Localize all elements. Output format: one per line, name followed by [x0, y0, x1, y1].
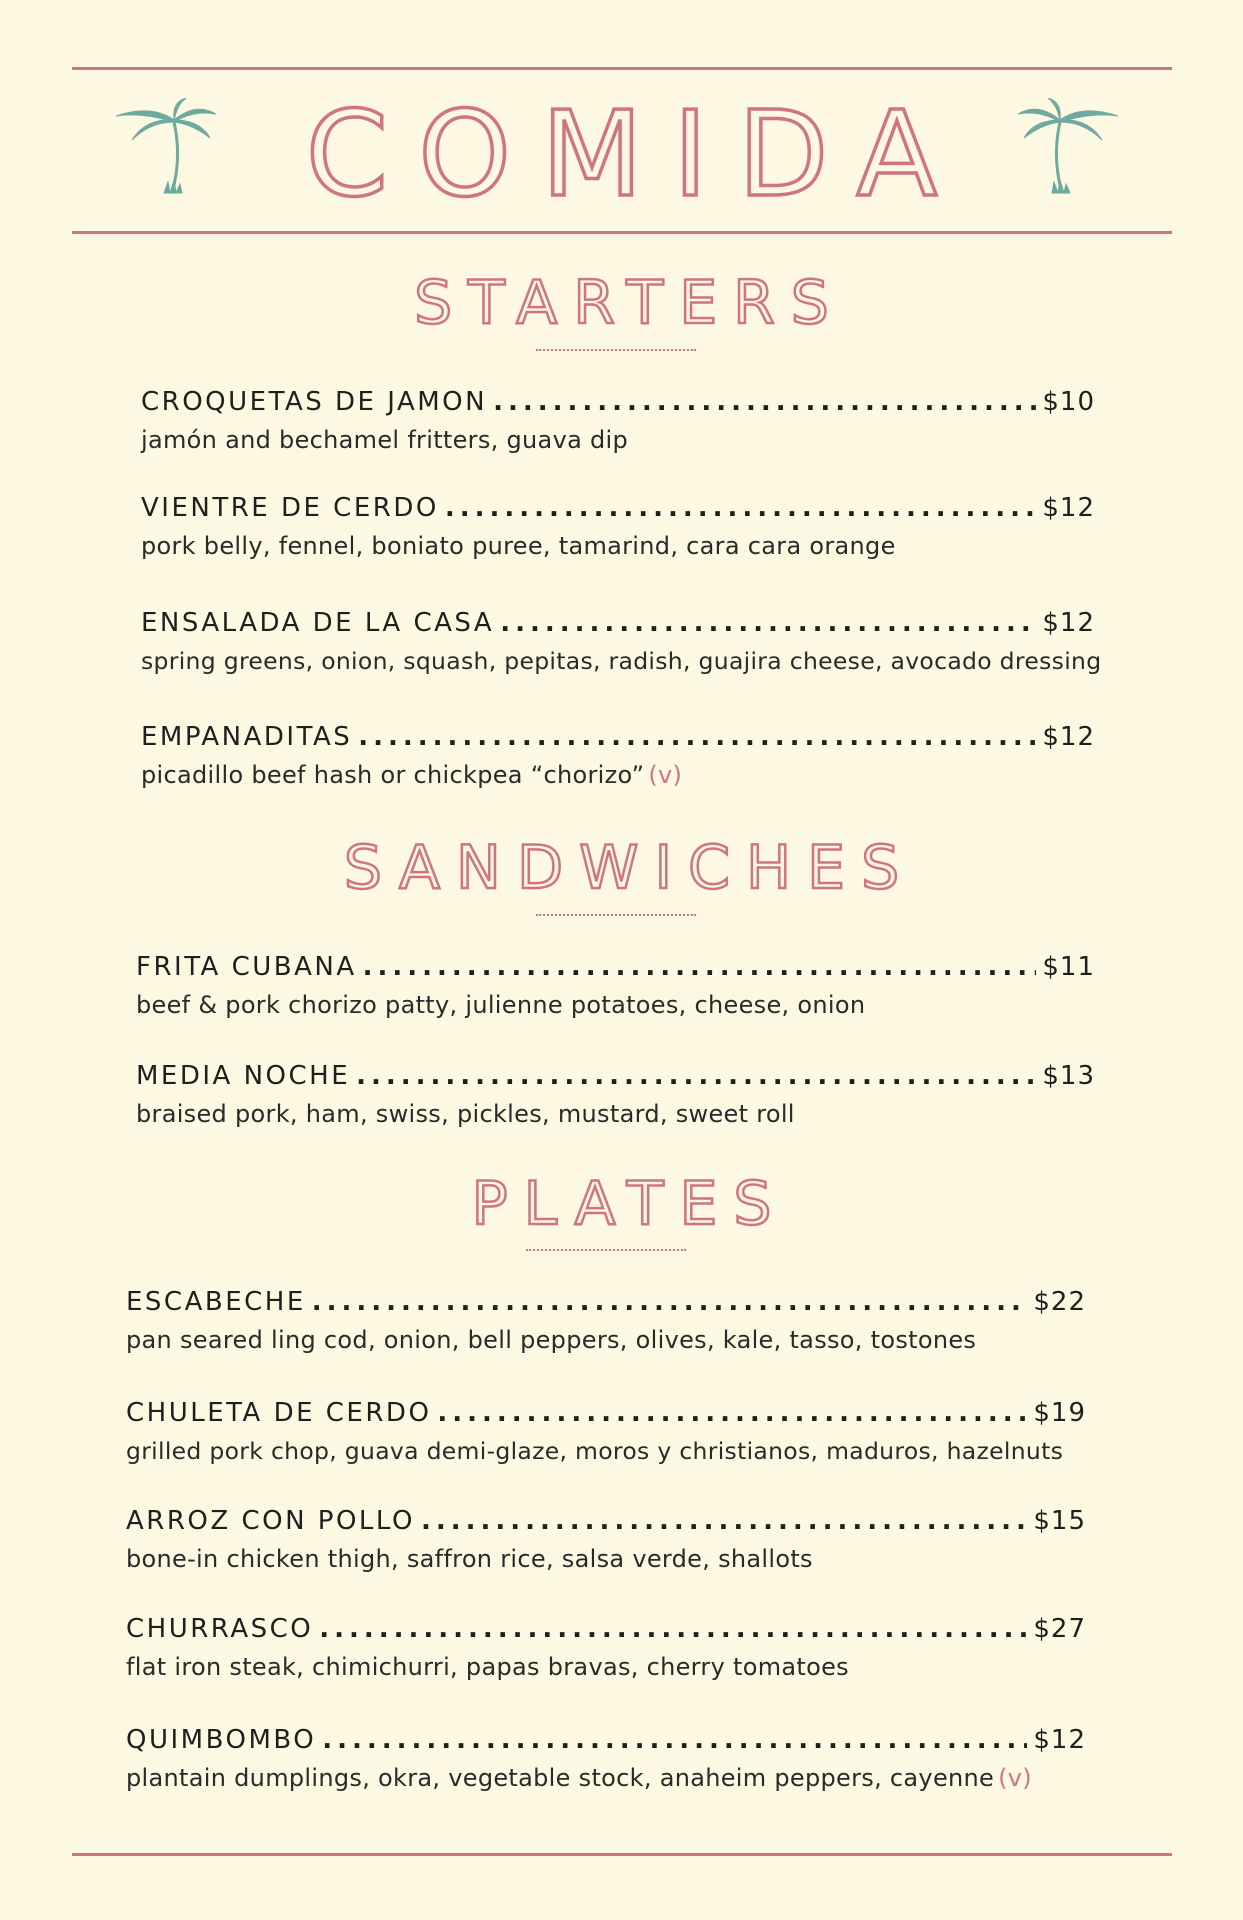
item-price: $11 — [1042, 952, 1095, 982]
menu-item — [141, 721, 1095, 791]
item-price: $12 — [1033, 1725, 1086, 1755]
top-divider — [72, 67, 1172, 70]
dot-leader — [437, 1397, 1027, 1429]
dot-leader — [421, 1505, 1027, 1537]
item-description: braised pork, ham, swiss, pickles, mustard, sweet roll — [136, 1100, 795, 1128]
item-description: picadillo beef hash or chickpea “chorizo” — [141, 761, 645, 789]
menu-item — [141, 386, 1095, 456]
dot-leader — [358, 721, 1036, 753]
item-description: bone-in chicken thigh, saffron rice, salsa verde, shallots — [126, 1545, 813, 1573]
section-underline — [536, 349, 696, 351]
item-description: pork belly, fennel, boniato puree, tamarind, cara cara orange — [141, 532, 896, 560]
item-description: pan seared ling cod, onion, bell peppers, olives, kale, tasso, tostones — [126, 1326, 977, 1354]
menu-item — [126, 1613, 1086, 1683]
item-name: ENSALADA DE LA CASA — [141, 608, 495, 638]
vegetarian-tag: (v) — [998, 1764, 1032, 1792]
dot-leader — [500, 607, 1036, 639]
title-divider — [72, 231, 1172, 234]
dot-leader — [322, 1724, 1027, 1756]
item-name: CHULETA DE CERDO — [126, 1398, 432, 1428]
menu-item — [126, 1505, 1086, 1575]
item-price: $12 — [1042, 608, 1095, 638]
menu-title: COMIDA — [305, 85, 968, 223]
vegetarian-tag: (v) — [648, 761, 683, 789]
item-price: $13 — [1042, 1061, 1095, 1091]
item-description: plantain dumplings, okra, vegetable stock, anaheim peppers, cayenne — [126, 1764, 995, 1792]
menu-item — [126, 1286, 1086, 1356]
dot-leader — [445, 492, 1037, 524]
menu-item — [126, 1397, 1086, 1467]
dot-leader — [356, 1060, 1036, 1092]
item-price: $22 — [1033, 1287, 1086, 1317]
item-name: MEDIA NOCHE — [136, 1061, 351, 1091]
item-price: $27 — [1033, 1614, 1086, 1644]
dot-leader — [493, 386, 1036, 418]
item-price: $15 — [1033, 1506, 1086, 1536]
item-description: flat iron steak, chimichurri, papas bravas, cherry tomatoes — [126, 1653, 849, 1681]
item-price: $19 — [1033, 1398, 1086, 1428]
section-underline — [536, 914, 696, 916]
item-name: CROQUETAS DE JAMON — [141, 387, 488, 417]
item-price: $10 — [1042, 387, 1095, 417]
item-description: spring greens, onion, squash, pepitas, radish, guajira cheese, avocado dressing — [141, 647, 1102, 675]
section-heading-starters: STARTERS — [414, 268, 845, 338]
section-heading-plates: PLATES — [471, 1169, 788, 1239]
menu-item — [136, 1060, 1095, 1130]
dot-leader — [363, 951, 1037, 983]
dot-leader — [312, 1286, 1028, 1318]
item-name: FRITA CUBANA — [136, 952, 357, 982]
bottom-divider — [72, 1853, 1172, 1856]
item-name: CHURRASCO — [126, 1614, 314, 1644]
item-name: EMPANADITAS — [141, 722, 353, 752]
item-price: $12 — [1042, 493, 1095, 523]
section-heading-sandwiches: SANDWICHES — [343, 833, 916, 903]
item-description: grilled pork chop, guava demi-glaze, moros y christianos, maduros, hazelnuts — [126, 1437, 1064, 1465]
menu-item — [141, 492, 1095, 562]
item-description: jamón and bechamel fritters, guava dip — [141, 426, 629, 454]
menu-item — [126, 1724, 1086, 1794]
dot-leader — [319, 1613, 1027, 1645]
item-name: ARROZ CON POLLO — [126, 1506, 415, 1536]
item-description: beef & pork chorizo patty, julienne potatoes, cheese, onion — [136, 991, 866, 1019]
item-name: QUIMBOMBO — [126, 1725, 317, 1755]
menu-item — [136, 951, 1095, 1021]
item-name: VIENTRE DE CERDO — [141, 493, 439, 523]
menu-item — [141, 607, 1102, 677]
item-name: ESCABECHE — [126, 1287, 306, 1317]
section-underline — [526, 1249, 686, 1251]
item-price: $12 — [1042, 722, 1095, 752]
